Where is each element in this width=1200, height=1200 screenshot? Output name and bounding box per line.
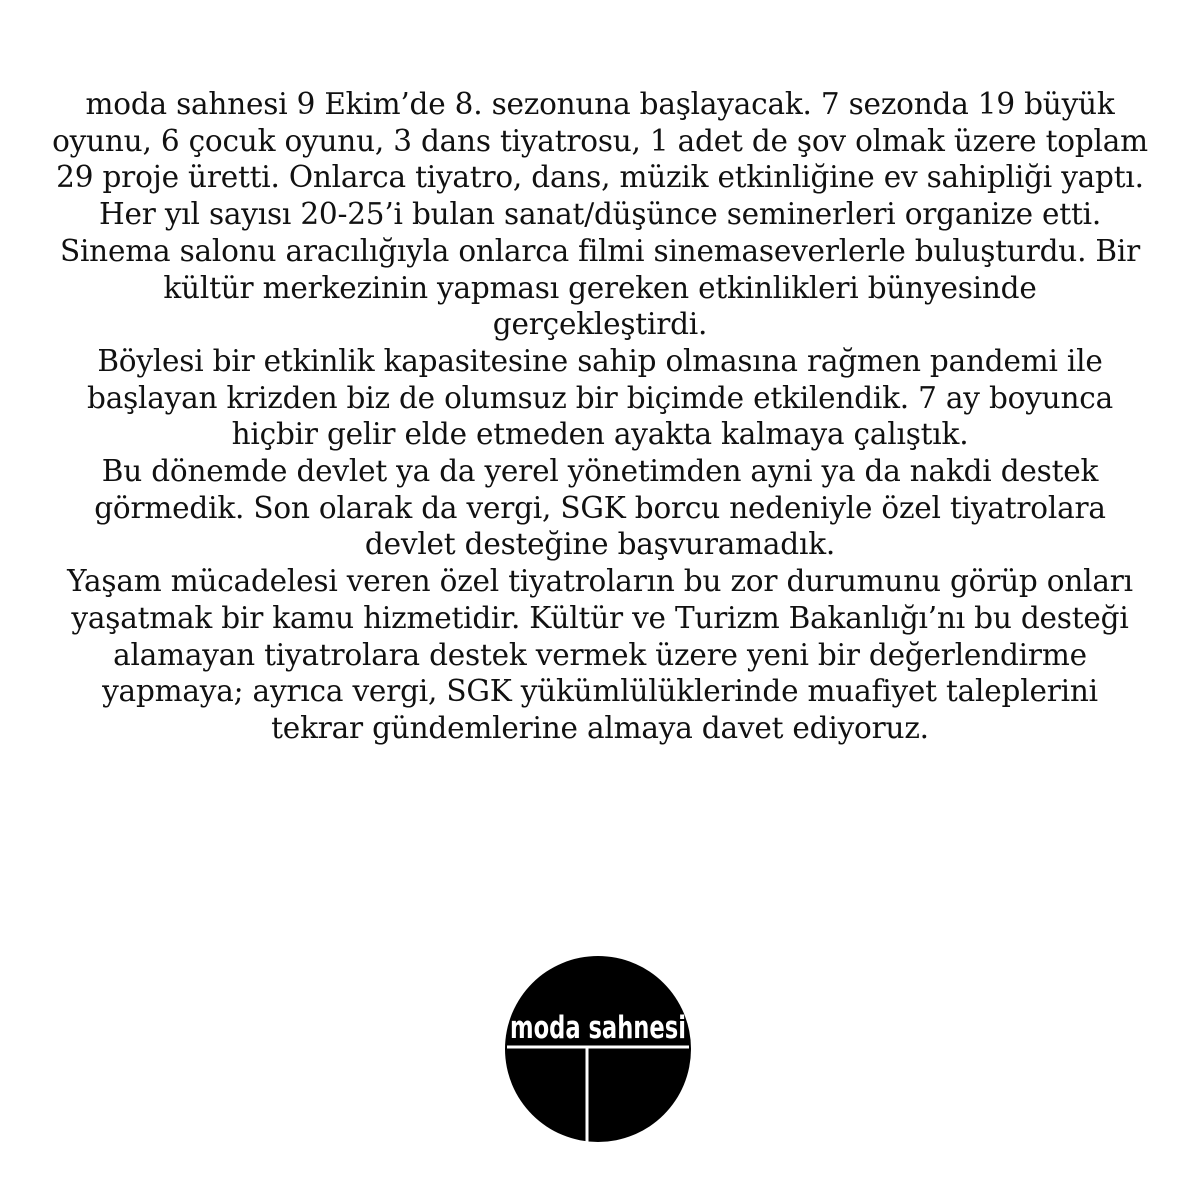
text-line: gerçekleştirdi.: [492, 307, 708, 342]
text-line: yaşatmak bir kamu hizmetidir. Kültür ve Turizm Bakanlığı’nı bu desteği: [71, 600, 1129, 635]
statement-text: [40, 86, 1160, 747]
text-line: kültür merkezinin yapması gereken etkinlikleri bünyesinde: [163, 270, 1037, 305]
text-line: Böylesi bir etkinlik kapasitesine sahip olmasına rağmen pandemi ile: [97, 343, 1103, 378]
text-line: 29 proje üretti. Onlarca tiyatro, dans, müzik etkinliğine ev sahipliği yaptı.: [56, 160, 1144, 195]
paragraph-pandemic-impact: [40, 343, 1160, 453]
text-line: görmedik. Son olarak da vergi, SGK borcu nedeniyle özel tiyatrolara: [94, 490, 1106, 525]
text-line: alamayan tiyatrolara destek vermek üzere yeni bir değerlendirme: [113, 637, 1087, 672]
moda-sahnesi-logo: [503, 954, 693, 1144]
text-line: moda sahnesi 9 Ekim’de 8. sezonuna başlayacak. 7 sezonda 19 büyük: [85, 87, 1115, 121]
text-line: Sinema salonu aracılığıyla onlarca filmi sinemaseverlerle buluşturdu. Bir: [59, 233, 1141, 268]
text-line: Her yıl sayısı 20-25’i bulan sanat/düşünce seminerleri organize etti.: [98, 197, 1102, 232]
logo-graphic: [503, 954, 693, 1144]
paragraph-no-support: [40, 453, 1160, 563]
paragraph-season-summary: [40, 86, 1160, 343]
text-line: tekrar gündemlerine almaya davet ediyoruz.: [271, 710, 929, 745]
text-line: Bu dönemde devlet ya da yerel yönetimden ayni ya da nakdi destek: [101, 454, 1099, 489]
text-line: yapmaya; ayrıca vergi, SGK yükümlülüklerinde muafiyet taleplerini: [102, 674, 1098, 709]
text-line: Yaşam mücadelesi veren özel tiyatroların bu zor durumunu görüp onları: [67, 564, 1133, 599]
paragraph-call-to-ministry: [40, 563, 1160, 747]
text-line: oyunu, 6 çocuk oyunu, 3 dans tiyatrosu, 1 adet de şov olmak üzere toplam: [52, 123, 1148, 158]
logo-wordmark: moda sahnesi: [510, 1010, 686, 1046]
logo-circle: [505, 956, 691, 1142]
text-line: hiçbir gelir elde etmeden ayakta kalmaya çalıştık.: [231, 417, 969, 452]
text-line: devlet desteğine başvuramadık.: [364, 527, 836, 562]
text-line: başlayan krizden biz de olumsuz bir biçimde etkilendik. 7 ay boyunca: [87, 380, 1113, 415]
